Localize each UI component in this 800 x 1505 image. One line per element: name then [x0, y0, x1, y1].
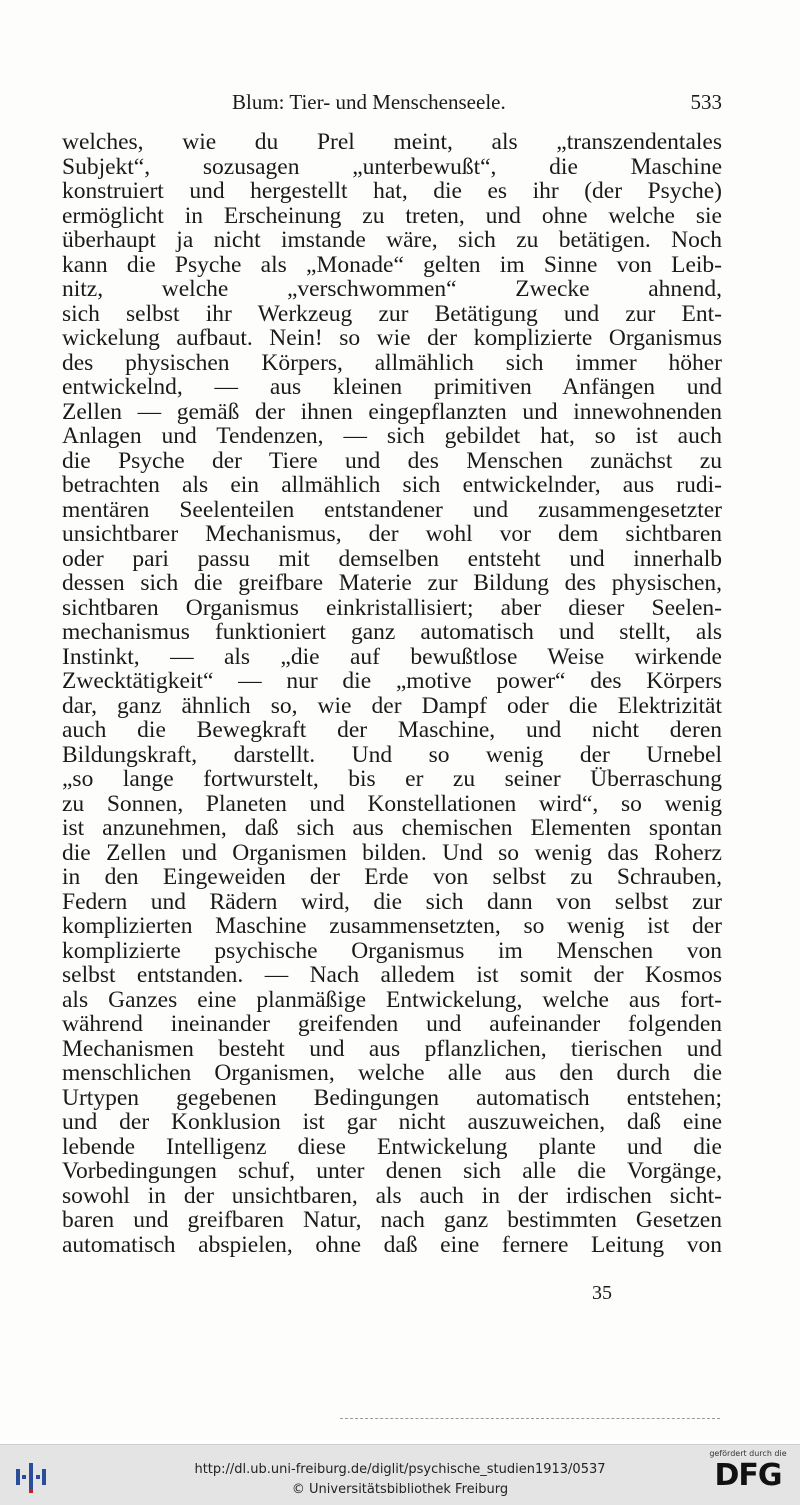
text-line: und der Konklusion ist gar nicht auszuweichen, daß eine: [62, 1110, 722, 1135]
text-line: betrachten als ein allmählich sich entwickelnder, aus rudi-: [62, 473, 722, 498]
text-line: lebende Intelligenz diese Entwickelung plante und die: [62, 1134, 722, 1159]
text-line: Vorbedingungen schuf, unter denen sich alle die Vorgänge,: [62, 1159, 722, 1184]
text-line: baren und greifbaren Natur, nach ganz bestimmten Gesetzen: [62, 1208, 722, 1233]
text-line: „so lange fortwurstelt, bis er zu seiner Überraschung: [62, 767, 722, 792]
text-line: automatisch abspielen, ohne daß eine fernere Leitung von: [62, 1232, 722, 1257]
text-line: Federn und Rädern wird, die sich dann von selbst zur: [62, 889, 722, 914]
text-line: Zellen — gemäß der ihnen eingepflanzten und innewohnenden: [62, 399, 722, 424]
text-line: oder pari passu mit demselben entsteht und innerhalb: [62, 546, 722, 571]
text-line: Bildungskraft, darstellt. Und so wenig der Urnebel: [62, 742, 722, 767]
text-line: menschlichen Organismen, welche alle aus den durch die: [62, 1061, 722, 1086]
text-line: nitz, welche „verschwommen“ Zwecke ahnend,: [62, 277, 722, 302]
text-line: des physischen Körpers, allmählich sich immer höher: [62, 350, 722, 375]
dfg-caption: gefördert durch die: [709, 1449, 787, 1458]
text-line: sowohl in der unsichtbaren, als auch in der irdischen sicht-: [62, 1183, 722, 1208]
running-head: [62, 86, 722, 118]
text-line: entwickelnd, — aus kleinen primitiven Anfängen und: [62, 375, 722, 400]
dfg-logo: [706, 1449, 790, 1501]
text-line: ist anzunehmen, daß sich aus chemischen Elementen spontan: [62, 816, 722, 841]
text-line: in den Eingeweiden der Erde von selbst zu Schrauben,: [62, 865, 722, 890]
text-line: sich selbst ihr Werkzeug zur Betätigung und zur Ent-: [62, 301, 722, 326]
text-line: ermöglicht in Erscheinung zu treten, und ohne welche sie: [62, 203, 722, 228]
text-line: mentären Seelenteilen entstandener und zusammengesetzter: [62, 497, 722, 522]
text-line: selbst entstanden. — Nach alledem ist somit der Kosmos: [62, 963, 722, 988]
text-line: kann die Psyche als „Monade“ gelten im Sinne von Leib-: [62, 252, 722, 277]
running-title: Blum: Tier- und Menschenseele.: [232, 90, 506, 114]
text-line: unsichtbarer Mechanismus, der wohl vor dem sichtbaren: [62, 522, 722, 547]
text-line: auch die Bewegkraft der Maschine, und nicht deren: [62, 718, 722, 743]
page-number: 533: [690, 90, 722, 114]
dfg-wordmark: DFG: [714, 1458, 782, 1493]
text-line: Anlagen und Tendenzen, — sich gebildet hat, so ist auch: [62, 424, 722, 449]
text-line: Subjekt“, sozusagen „unterbewußt“, die Maschine: [62, 154, 722, 179]
text-line: dessen sich die greifbare Materie zur Bildung des physischen,: [62, 571, 722, 596]
text-line: während ineinander greifenden und aufeinander folgenden: [62, 1012, 722, 1037]
text-line: Instinkt, — als „die auf bewußtlose Weise wirkende: [62, 644, 722, 669]
text-line: Zwecktätigkeit“ — nur die „motive power“ des Körpers: [62, 669, 722, 694]
text-line: sichtbaren Organismus einkristallisiert; aber dieser Seelen-: [62, 595, 722, 620]
text-line: die Zellen und Organismen bilden. Und so wenig das Roherz: [62, 840, 722, 865]
text-line: Mechanismen besteht und aus pflanzlichen, tierischen und: [62, 1036, 722, 1061]
text-line: konstruiert und hergestellt hat, die es ihr (der Psyche): [62, 179, 722, 204]
footer-bar: [0, 1444, 800, 1505]
text-line: wickelung aufbaut. Nein! so wie der komplizierte Organismus: [62, 326, 722, 351]
text-line: komplizierte psychische Organismus im Menschen von: [62, 938, 722, 963]
text-line: komplizierten Maschine zusammensetzten, so wenig ist der: [62, 914, 722, 939]
text-line: die Psyche der Tiere und des Menschen zunächst zu: [62, 448, 722, 473]
text-line: dar, ganz ähnlich so, wie der Dampf oder die Elektrizität: [62, 693, 722, 718]
text-line: Urtypen gegebenen Bedingungen automatisch entstehen;: [62, 1085, 722, 1110]
text-line: als Ganzes eine planmäßige Entwickelung, welche aus fort-: [62, 987, 722, 1012]
signature-mark: 35: [592, 1282, 612, 1304]
text-line: überhaupt ja nicht imstande wäre, sich zu betätigen. Noch: [62, 228, 722, 253]
scan-edge-marks: [340, 1418, 720, 1421]
copyright-notice: © Universitätsbibliothek Freiburg: [291, 1482, 509, 1497]
text-line: welches, wie du Prel meint, als „transzendentales: [62, 130, 722, 155]
body-text: [62, 130, 722, 1257]
permalink-url[interactable]: http://dl.ub.uni-freiburg.de/diglit/psychische_studien1913/0537: [194, 1462, 606, 1477]
text-line: zu Sonnen, Planeten und Konstellationen wird“, so wenig: [62, 791, 722, 816]
text-line: mechanismus funktioniert ganz automatisch und stellt, als: [62, 620, 722, 645]
